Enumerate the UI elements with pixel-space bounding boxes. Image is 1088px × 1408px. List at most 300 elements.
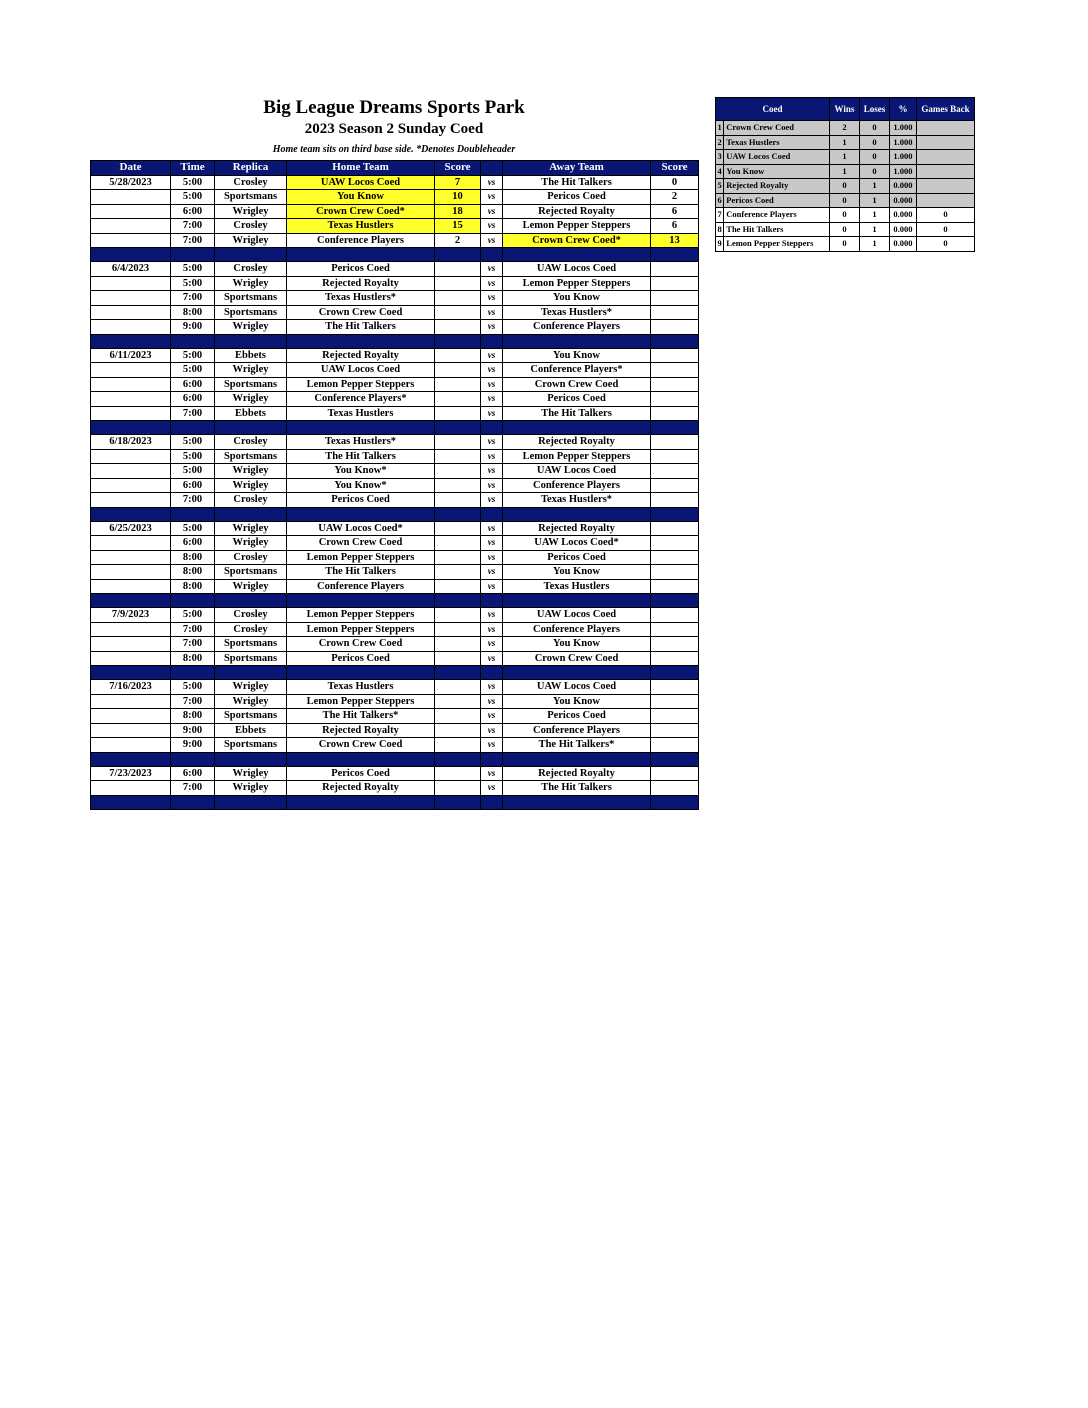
separator-cell [481, 421, 503, 435]
home-score: 15 [435, 219, 481, 234]
away-team: Conference Players* [503, 363, 651, 378]
game-row [91, 377, 699, 392]
game-time: 5:00 [171, 449, 215, 464]
away-score [651, 464, 699, 479]
home-team: Lemon Pepper Steppers [287, 622, 435, 637]
standings-wins: 0 [829, 193, 859, 208]
away-team: The Hit Talkers [503, 406, 651, 421]
standings-games-back [916, 150, 974, 165]
vs-label: vs [481, 363, 503, 378]
away-score [651, 694, 699, 709]
game-field: Crosley [215, 493, 287, 508]
away-team: You Know [503, 565, 651, 580]
game-field: Wrigley [215, 680, 287, 695]
game-row [91, 766, 699, 781]
separator-cell [287, 334, 435, 348]
away-team: You Know [503, 637, 651, 652]
home-score [435, 637, 481, 652]
vs-label: vs [481, 320, 503, 335]
home-team: The Hit Talkers [287, 565, 435, 580]
away-team: Pericos Coed [503, 550, 651, 565]
separator-cell [481, 248, 503, 262]
separator-cell [171, 795, 215, 809]
separator-cell [481, 666, 503, 680]
away-score [651, 709, 699, 724]
home-score [435, 766, 481, 781]
standings-wins: 2 [829, 121, 859, 136]
game-time: 8:00 [171, 550, 215, 565]
separator-cell [171, 421, 215, 435]
home-score [435, 723, 481, 738]
away-team: You Know [503, 291, 651, 306]
game-time: 7:00 [171, 219, 215, 234]
separator-cell [435, 421, 481, 435]
game-time: 5:00 [171, 521, 215, 536]
game-field: Ebbets [215, 348, 287, 363]
vs-label: vs [481, 348, 503, 363]
game-field: Wrigley [215, 478, 287, 493]
vs-label: vs [481, 536, 503, 551]
home-score [435, 694, 481, 709]
separator-cell [651, 421, 699, 435]
separator-cell [287, 248, 435, 262]
standings-col-coed: Coed [716, 98, 830, 121]
separator-cell [651, 795, 699, 809]
game-time: 8:00 [171, 709, 215, 724]
separator-cell [481, 594, 503, 608]
standings-row [716, 208, 975, 223]
separator-cell [481, 752, 503, 766]
page-title: Big League Dreams Sports Park [263, 97, 525, 118]
vs-label: vs [481, 781, 503, 796]
vs-label: vs [481, 204, 503, 219]
away-score [651, 305, 699, 320]
away-team: Crown Crew Coed [503, 651, 651, 666]
away-team: Rejected Royalty [503, 204, 651, 219]
standings-games-back: 0 [916, 237, 974, 252]
week-separator [91, 248, 699, 262]
away-score [651, 493, 699, 508]
vs-label: vs [481, 406, 503, 421]
home-score [435, 305, 481, 320]
away-score [651, 392, 699, 407]
game-time: 5:00 [171, 680, 215, 695]
standings-loses: 0 [859, 164, 889, 179]
week-separator [91, 334, 699, 348]
home-team: Rejected Royalty [287, 276, 435, 291]
separator-cell [651, 248, 699, 262]
standings-wins: 1 [829, 164, 859, 179]
standings-team: Crown Crew Coed [724, 121, 830, 136]
game-time: 5:00 [171, 608, 215, 623]
game-time: 7:00 [171, 622, 215, 637]
home-score [435, 392, 481, 407]
vs-label: vs [481, 550, 503, 565]
away-score: 2 [651, 190, 699, 205]
standings-pct: 1.000 [890, 164, 917, 179]
home-team: Lemon Pepper Steppers [287, 550, 435, 565]
away-score [651, 536, 699, 551]
standings-games-back [916, 164, 974, 179]
game-row [91, 622, 699, 637]
game-time: 7:00 [171, 694, 215, 709]
col-away-score: Score [651, 161, 699, 176]
standings-loses: 1 [859, 193, 889, 208]
game-time: 8:00 [171, 651, 215, 666]
vs-label: vs [481, 608, 503, 623]
separator-cell [171, 666, 215, 680]
game-row [91, 493, 699, 508]
away-score [651, 723, 699, 738]
game-date [91, 464, 171, 479]
week-separator [91, 666, 699, 680]
game-time: 9:00 [171, 738, 215, 753]
vs-label: vs [481, 449, 503, 464]
game-field: Sportsmans [215, 637, 287, 652]
game-field: Crosley [215, 608, 287, 623]
separator-cell [91, 752, 171, 766]
vs-label: vs [481, 493, 503, 508]
home-team: Conference Players [287, 579, 435, 594]
game-date [91, 709, 171, 724]
away-team: Pericos Coed [503, 190, 651, 205]
game-time: 7:00 [171, 406, 215, 421]
home-score [435, 449, 481, 464]
away-score [651, 680, 699, 695]
away-score [651, 521, 699, 536]
col-replica: Replica [215, 161, 287, 176]
game-date [91, 493, 171, 508]
standings-col-wins: Wins [829, 98, 859, 121]
away-score [651, 579, 699, 594]
vs-label: vs [481, 478, 503, 493]
separator-cell [435, 594, 481, 608]
home-score [435, 276, 481, 291]
standings-pct: 0.000 [890, 208, 917, 223]
game-field: Sportsmans [215, 291, 287, 306]
game-time: 7:00 [171, 493, 215, 508]
standings-rank: 1 [716, 121, 724, 136]
home-score [435, 565, 481, 580]
standings-team: Lemon Pepper Steppers [724, 237, 830, 252]
standings-loses: 1 [859, 208, 889, 223]
standings-rank: 6 [716, 193, 724, 208]
game-date [91, 291, 171, 306]
standings-pct: 0.000 [890, 179, 917, 194]
week-separator [91, 421, 699, 435]
standings-loses: 0 [859, 150, 889, 165]
away-team: Pericos Coed [503, 392, 651, 407]
game-field: Wrigley [215, 363, 287, 378]
separator-cell [215, 334, 287, 348]
separator-cell [171, 752, 215, 766]
game-row [91, 478, 699, 493]
separator-cell [215, 795, 287, 809]
schedule-note: Home team sits on third base side. *Denotes Doubleheader [272, 144, 516, 155]
standings-team: Rejected Royalty [724, 179, 830, 194]
game-time: 7:00 [171, 291, 215, 306]
standings-row [716, 237, 975, 252]
home-team: Crown Crew Coed* [287, 204, 435, 219]
separator-cell [503, 594, 651, 608]
home-team: You Know* [287, 464, 435, 479]
game-row [91, 348, 699, 363]
separator-cell [215, 421, 287, 435]
standings-row [716, 164, 975, 179]
separator-cell [481, 507, 503, 521]
standings-rank: 9 [716, 237, 724, 252]
vs-label: vs [481, 521, 503, 536]
away-team: Lemon Pepper Steppers [503, 276, 651, 291]
game-date [91, 579, 171, 594]
game-date [91, 637, 171, 652]
home-score [435, 406, 481, 421]
game-field: Ebbets [215, 723, 287, 738]
game-row [91, 680, 699, 695]
game-time: 6:00 [171, 392, 215, 407]
game-row [91, 694, 699, 709]
away-team: Texas Hustlers [503, 579, 651, 594]
separator-cell [215, 594, 287, 608]
game-field: Wrigley [215, 579, 287, 594]
standings-wins: 0 [829, 237, 859, 252]
home-team: UAW Locos Coed* [287, 521, 435, 536]
game-row [91, 464, 699, 479]
separator-cell [651, 752, 699, 766]
home-score [435, 377, 481, 392]
standings-games-back: 0 [916, 208, 974, 223]
game-time: 5:00 [171, 262, 215, 277]
separator-cell [287, 421, 435, 435]
col-time: Time [171, 161, 215, 176]
game-row [91, 219, 699, 234]
standings-wins: 0 [829, 208, 859, 223]
home-team: You Know [287, 190, 435, 205]
standings-pct: 0.000 [890, 237, 917, 252]
away-team: Lemon Pepper Steppers [503, 449, 651, 464]
game-row [91, 723, 699, 738]
separator-cell [91, 334, 171, 348]
game-date: 7/9/2023 [91, 608, 171, 623]
away-team: UAW Locos Coed* [503, 536, 651, 551]
vs-label: vs [481, 392, 503, 407]
away-score: 0 [651, 175, 699, 190]
standings-loses: 1 [859, 179, 889, 194]
game-field: Crosley [215, 175, 287, 190]
separator-cell [171, 248, 215, 262]
standings-pct: 0.000 [890, 222, 917, 237]
standings-rank: 5 [716, 179, 724, 194]
game-row [91, 738, 699, 753]
col-date: Date [91, 161, 171, 176]
vs-label: vs [481, 276, 503, 291]
home-score [435, 493, 481, 508]
game-field: Sportsmans [215, 738, 287, 753]
home-score [435, 738, 481, 753]
home-team: Rejected Royalty [287, 723, 435, 738]
home-team: UAW Locos Coed [287, 363, 435, 378]
separator-cell [91, 507, 171, 521]
home-score [435, 608, 481, 623]
separator-cell [287, 594, 435, 608]
standings-loses: 1 [859, 222, 889, 237]
separator-cell [171, 594, 215, 608]
game-date [91, 694, 171, 709]
separator-cell [171, 334, 215, 348]
away-score [651, 622, 699, 637]
standings-pct: 0.000 [890, 193, 917, 208]
game-date [91, 363, 171, 378]
home-score [435, 680, 481, 695]
separator-cell [503, 666, 651, 680]
standings-wins: 0 [829, 179, 859, 194]
away-team: Texas Hustlers* [503, 493, 651, 508]
home-score [435, 579, 481, 594]
vs-label: vs [481, 651, 503, 666]
game-field: Wrigley [215, 781, 287, 796]
standings-games-back [916, 179, 974, 194]
standings-wins: 1 [829, 150, 859, 165]
home-team: The Hit Talkers [287, 449, 435, 464]
home-team: Conference Players [287, 233, 435, 248]
game-row [91, 305, 699, 320]
col-away-team: Away Team [503, 161, 651, 176]
away-team: Conference Players [503, 723, 651, 738]
vs-label: vs [481, 305, 503, 320]
game-date [91, 622, 171, 637]
game-time: 6:00 [171, 478, 215, 493]
game-row [91, 233, 699, 248]
game-row [91, 651, 699, 666]
game-date: 6/18/2023 [91, 435, 171, 450]
home-score [435, 651, 481, 666]
away-score [651, 565, 699, 580]
col-home-score: Score [435, 161, 481, 176]
home-team: Pericos Coed [287, 766, 435, 781]
separator-cell [91, 248, 171, 262]
game-date [91, 377, 171, 392]
standings-rank: 2 [716, 135, 724, 150]
standings-team: You Know [724, 164, 830, 179]
standings-loses: 0 [859, 135, 889, 150]
away-team: You Know [503, 348, 651, 363]
separator-cell [215, 752, 287, 766]
home-score: 2 [435, 233, 481, 248]
separator-cell [651, 594, 699, 608]
vs-label: vs [481, 694, 503, 709]
home-team: The Hit Talkers [287, 320, 435, 335]
vs-label: vs [481, 723, 503, 738]
separator-cell [91, 421, 171, 435]
standings-rank: 3 [716, 150, 724, 165]
separator-cell [651, 507, 699, 521]
game-time: 6:00 [171, 766, 215, 781]
away-score [651, 348, 699, 363]
home-team: Pericos Coed [287, 493, 435, 508]
game-row [91, 262, 699, 277]
game-date: 7/16/2023 [91, 680, 171, 695]
week-separator [91, 795, 699, 809]
vs-label: vs [481, 233, 503, 248]
away-score [651, 449, 699, 464]
home-score: 18 [435, 204, 481, 219]
separator-cell [91, 666, 171, 680]
vs-label: vs [481, 262, 503, 277]
home-team: Texas Hustlers* [287, 435, 435, 450]
game-time: 7:00 [171, 781, 215, 796]
game-field: Crosley [215, 219, 287, 234]
away-team: Pericos Coed [503, 709, 651, 724]
away-score [651, 637, 699, 652]
away-team: The Hit Talkers [503, 781, 651, 796]
standings-rank: 7 [716, 208, 724, 223]
away-score [651, 291, 699, 306]
separator-cell [503, 334, 651, 348]
home-score [435, 709, 481, 724]
game-time: 5:00 [171, 464, 215, 479]
separator-cell [215, 507, 287, 521]
away-score [651, 377, 699, 392]
standings-header-row [716, 98, 975, 121]
away-score [651, 738, 699, 753]
vs-label: vs [481, 435, 503, 450]
col-vs [481, 161, 503, 176]
game-time: 9:00 [171, 320, 215, 335]
away-team: UAW Locos Coed [503, 464, 651, 479]
schedule-body [91, 175, 699, 809]
home-team: Texas Hustlers [287, 219, 435, 234]
home-team: Rejected Royalty [287, 348, 435, 363]
game-field: Sportsmans [215, 305, 287, 320]
away-team: Conference Players [503, 320, 651, 335]
game-time: 8:00 [171, 305, 215, 320]
standings-games-back [916, 193, 974, 208]
away-score [651, 435, 699, 450]
home-score [435, 536, 481, 551]
separator-cell [503, 248, 651, 262]
week-separator [91, 752, 699, 766]
vs-label: vs [481, 637, 503, 652]
home-team: Lemon Pepper Steppers [287, 694, 435, 709]
separator-cell [435, 334, 481, 348]
game-row [91, 291, 699, 306]
home-score [435, 262, 481, 277]
standings-wins: 0 [829, 222, 859, 237]
game-time: 6:00 [171, 204, 215, 219]
standings-row [716, 150, 975, 165]
game-row [91, 435, 699, 450]
away-score [651, 276, 699, 291]
vs-label: vs [481, 464, 503, 479]
separator-cell [435, 666, 481, 680]
away-score [651, 781, 699, 796]
game-date [91, 449, 171, 464]
away-team: The Hit Talkers* [503, 738, 651, 753]
separator-cell [171, 507, 215, 521]
standings-team: Pericos Coed [724, 193, 830, 208]
standings-games-back [916, 135, 974, 150]
home-team: Lemon Pepper Steppers [287, 608, 435, 623]
game-time: 7:00 [171, 233, 215, 248]
away-team: Texas Hustlers* [503, 305, 651, 320]
game-date [91, 190, 171, 205]
game-field: Wrigley [215, 320, 287, 335]
separator-cell [435, 248, 481, 262]
game-time: 5:00 [171, 276, 215, 291]
game-time: 8:00 [171, 579, 215, 594]
separator-cell [287, 752, 435, 766]
game-field: Wrigley [215, 233, 287, 248]
